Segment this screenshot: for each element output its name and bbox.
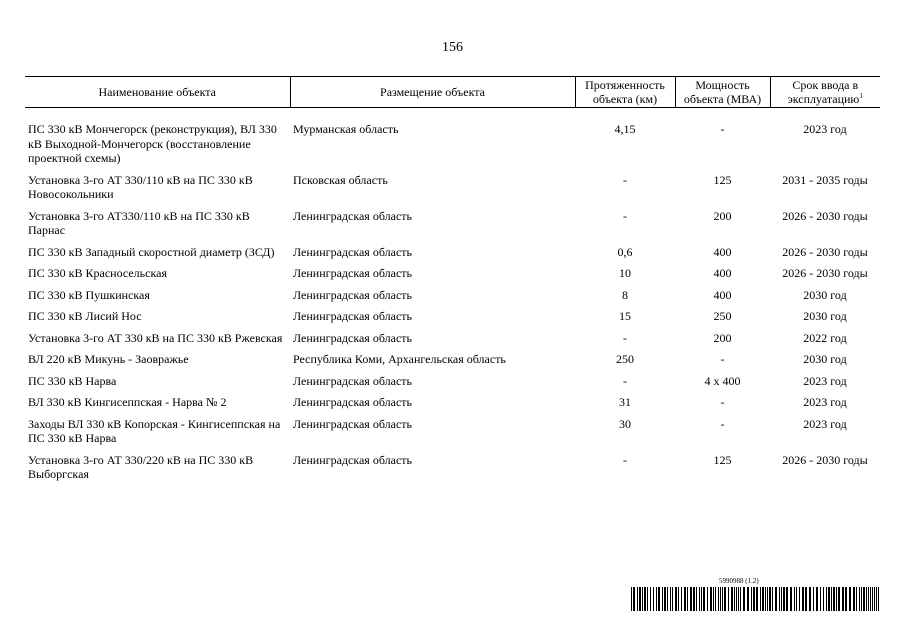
barcode-bar xyxy=(836,587,837,611)
cell-date: 2023 год xyxy=(803,122,847,136)
cell-place: Псковская область xyxy=(293,172,388,187)
barcode-bar xyxy=(642,587,643,611)
table-row xyxy=(25,245,880,267)
cell-power: 400 xyxy=(713,287,732,302)
barcode-bar xyxy=(756,587,758,611)
barcode-bar xyxy=(675,587,677,611)
barcode-bar xyxy=(715,587,716,611)
header-power: Мощность объекта (МВА) xyxy=(675,77,770,108)
barcode-bar xyxy=(637,587,638,611)
cell-place: Ленинградская область xyxy=(293,244,412,259)
page-number: 156 xyxy=(442,40,463,55)
cell-date: 2031 - 2035 годы xyxy=(782,172,868,187)
barcode-bar xyxy=(828,587,830,611)
table-header-row xyxy=(25,77,880,108)
barcode-bar xyxy=(678,587,679,611)
cell-date: 2022 год xyxy=(803,330,847,345)
table-body xyxy=(25,108,880,489)
barcode-bar xyxy=(753,587,755,611)
cell-place: Мурманская область xyxy=(293,122,399,136)
cell-date: 2023 год xyxy=(803,373,847,388)
barcode-bar xyxy=(783,587,785,611)
barcode-bar xyxy=(874,587,875,611)
table-row xyxy=(25,417,880,453)
header-date-label: Срок ввода в эксплуатацию xyxy=(787,78,860,106)
header-date xyxy=(770,77,880,108)
barcode-bar xyxy=(743,587,745,611)
barcode-bar xyxy=(684,587,686,611)
barcode-bar xyxy=(833,587,835,611)
barcode-bar xyxy=(720,587,721,611)
barcode-bar xyxy=(633,587,635,611)
cell-place: Ленинградская область xyxy=(293,395,412,409)
barcode-bar xyxy=(736,587,737,611)
cell-date: 2023 год xyxy=(803,416,847,431)
cell-name: Заходы ВЛ 330 кВ Копорская - Кингисеппская на ПС 330 кВ Нарва xyxy=(28,416,281,445)
barcode-bar xyxy=(718,587,719,611)
cell-place: Ленинградская область xyxy=(293,416,412,431)
barcode-bar xyxy=(639,587,641,611)
barcode-bar xyxy=(722,587,723,611)
barcode-bar xyxy=(786,587,788,611)
cell-length: 10 xyxy=(619,266,631,280)
barcode-bar xyxy=(870,587,871,611)
cell-name: Установка 3-го АТ330/110 кВ на ПС 330 кВ Парнас xyxy=(28,208,250,237)
cell-power: - xyxy=(720,352,725,366)
table-row xyxy=(25,331,880,353)
cell-length: 0,6 xyxy=(617,244,633,259)
table-row xyxy=(25,122,880,173)
cell-power: 200 xyxy=(713,208,732,223)
table-row xyxy=(25,309,880,331)
barcode-bar xyxy=(724,587,726,611)
barcode-bar xyxy=(728,587,729,611)
cell-length: 250 xyxy=(616,352,634,366)
barcode-bar xyxy=(805,587,807,611)
cell-name: ПС 330 кВ Пушкинская xyxy=(28,287,150,302)
barcode-bar xyxy=(731,587,733,611)
barcode-bar xyxy=(707,587,708,611)
cell-length: - xyxy=(623,452,627,467)
barcode-bar xyxy=(656,587,657,611)
cell-date: 2026 - 2030 годы xyxy=(782,208,868,223)
cell-date: 2023 год xyxy=(803,395,847,409)
barcode-bar xyxy=(876,587,877,611)
cell-date: 2030 год xyxy=(803,352,847,366)
cell-date: 2030 год xyxy=(803,287,847,302)
cell-name: ПС 330 кВ Красносельская xyxy=(28,266,167,280)
cell-name: ВЛ 220 кВ Микунь - Заовражье xyxy=(28,352,189,366)
barcode-bar xyxy=(826,587,827,611)
cell-power: 125 xyxy=(713,172,732,187)
barcode-bar xyxy=(781,587,782,611)
barcode-bar xyxy=(699,587,700,611)
table-row xyxy=(25,266,880,288)
cell-date: 2026 - 2030 годы xyxy=(782,452,868,467)
barcode-bar xyxy=(813,587,814,611)
barcode-caption: 5990988 (1.2) xyxy=(719,577,759,585)
barcode-bar xyxy=(681,587,682,611)
cell-place: Ленинградская область xyxy=(293,266,412,280)
barcode-bar xyxy=(713,587,714,611)
barcode-bar xyxy=(878,587,879,611)
table-spacer xyxy=(25,108,880,123)
cell-power: - xyxy=(720,395,725,409)
barcode-bar xyxy=(838,587,840,611)
barcode-block xyxy=(631,577,881,613)
barcode-bar xyxy=(667,587,668,611)
barcode-bar xyxy=(859,587,860,611)
cell-power: 4 x 400 xyxy=(704,373,741,388)
cell-name: Установка 3-го АТ 330/220 кВ на ПС 330 кВ Выборгская xyxy=(28,452,254,481)
header-place: Размещение объекта xyxy=(290,77,575,108)
barcode-bar xyxy=(703,587,705,611)
cell-place: Ленинградская область xyxy=(293,330,412,345)
barcode-bar xyxy=(842,587,844,611)
barcode-bar xyxy=(734,587,735,611)
cell-name: ВЛ 330 кВ Кингисеппская - Нарва № 2 xyxy=(28,395,227,409)
barcode-bar xyxy=(845,587,847,611)
barcode-bar xyxy=(740,587,741,611)
cell-date: 2026 - 2030 годы xyxy=(782,266,868,280)
cell-date: 2030 год xyxy=(803,309,847,323)
barcode-bar xyxy=(631,587,632,611)
cell-length: 4,15 xyxy=(614,122,636,136)
barcode-bar xyxy=(765,587,766,611)
barcode-bar xyxy=(802,587,804,611)
cell-length: - xyxy=(623,373,627,388)
barcode-bar xyxy=(823,587,824,611)
barcode-bar xyxy=(687,587,688,611)
barcode-bar xyxy=(693,587,695,611)
cell-name: ПС 330 кВ Нарва xyxy=(28,373,117,388)
cell-power: - xyxy=(720,122,725,136)
barcode-bar xyxy=(853,587,855,611)
barcode-bar xyxy=(710,587,712,611)
barcode-bar xyxy=(831,587,832,611)
barcode-bar xyxy=(799,587,800,611)
cell-length: - xyxy=(623,172,627,187)
barcode-bar xyxy=(872,587,873,611)
barcode-bar xyxy=(816,587,818,611)
barcode-bar xyxy=(868,587,869,611)
cell-length: 31 xyxy=(619,395,631,409)
barcode-bar xyxy=(866,587,867,611)
barcode-bar xyxy=(849,587,851,611)
barcode-bar xyxy=(658,587,660,611)
cell-power: 400 xyxy=(713,244,732,259)
cell-length: 15 xyxy=(619,309,631,323)
cell-name: ПС 330 кВ Западный скоростной диаметр (ЗСД) xyxy=(28,244,275,259)
cell-place: Ленинградская область xyxy=(293,287,412,302)
cell-length: - xyxy=(623,208,627,223)
barcode-bar xyxy=(856,587,857,611)
barcode-bar xyxy=(738,587,739,611)
barcode-bar xyxy=(861,587,862,611)
table-row xyxy=(25,453,880,489)
barcode-bar xyxy=(796,587,797,611)
header-name: Наименование объекта xyxy=(25,77,290,108)
barcode-bar xyxy=(672,587,673,611)
barcode-bar xyxy=(747,587,749,611)
cell-place: Ленинградская область xyxy=(293,452,412,467)
barcode-bar xyxy=(662,587,663,611)
cell-length: 8 xyxy=(622,287,628,302)
cell-place: Ленинградская область xyxy=(293,309,412,323)
cell-place: Ленинградская область xyxy=(293,373,412,388)
table-row xyxy=(25,173,880,209)
barcode-bar xyxy=(650,587,651,611)
cell-name: ПС 330 кВ Мончегорск (реконструкция), ВЛ 330 кВ Выходной-Мончегорск (восстановление проектной схемы) xyxy=(28,122,277,165)
barcode-image xyxy=(631,587,881,611)
barcode-bar xyxy=(647,587,648,611)
barcode-bar xyxy=(760,587,761,611)
barcode-bar xyxy=(762,587,764,611)
barcode-bar xyxy=(779,587,780,611)
cell-place: Ленинградская область xyxy=(293,208,412,223)
cell-name: Установка 3-го АТ 330/110 кВ на ПС 330 кВ Новосокольники xyxy=(28,172,253,201)
barcode-bar xyxy=(751,587,752,611)
barcode-bar xyxy=(775,587,777,611)
header-length: Протяженность объекта (км) xyxy=(575,77,675,108)
table-row xyxy=(25,352,880,374)
table-row xyxy=(25,374,880,396)
cell-power: 400 xyxy=(713,266,732,280)
barcode-bar xyxy=(696,587,697,611)
barcode-bar xyxy=(690,587,692,611)
barcode-bar xyxy=(863,587,865,611)
barcode-bar xyxy=(769,587,771,611)
cell-length: - xyxy=(623,330,627,345)
barcode-bar xyxy=(664,587,666,611)
cell-name: ПС 330 кВ Лисий Нос xyxy=(28,309,142,323)
cell-name: Установка 3-го АТ 330 кВ на ПС 330 кВ Ржевская xyxy=(28,330,283,345)
cell-date: 2026 - 2030 годы xyxy=(782,244,868,259)
barcode-bar xyxy=(767,587,768,611)
table-row xyxy=(25,395,880,417)
cell-power: 250 xyxy=(713,309,732,323)
barcode-bar xyxy=(772,587,773,611)
cell-power: - xyxy=(720,416,725,431)
barcode-bar xyxy=(653,587,654,611)
barcode-bar xyxy=(794,587,795,611)
barcode-bar xyxy=(701,587,702,611)
barcode-bar xyxy=(809,587,811,611)
barcode-bar xyxy=(644,587,646,611)
objects-table xyxy=(25,76,880,489)
header-date-footnote: 1 xyxy=(859,92,863,100)
barcode-bar xyxy=(790,587,792,611)
barcode-bar xyxy=(820,587,821,611)
table-row xyxy=(25,209,880,245)
table-row xyxy=(25,288,880,310)
cell-power: 125 xyxy=(713,452,732,467)
cell-power: 200 xyxy=(713,330,732,345)
cell-place: Республика Коми, Архангельская область xyxy=(293,352,506,366)
barcode-bar xyxy=(670,587,671,611)
cell-length: 30 xyxy=(619,416,631,431)
